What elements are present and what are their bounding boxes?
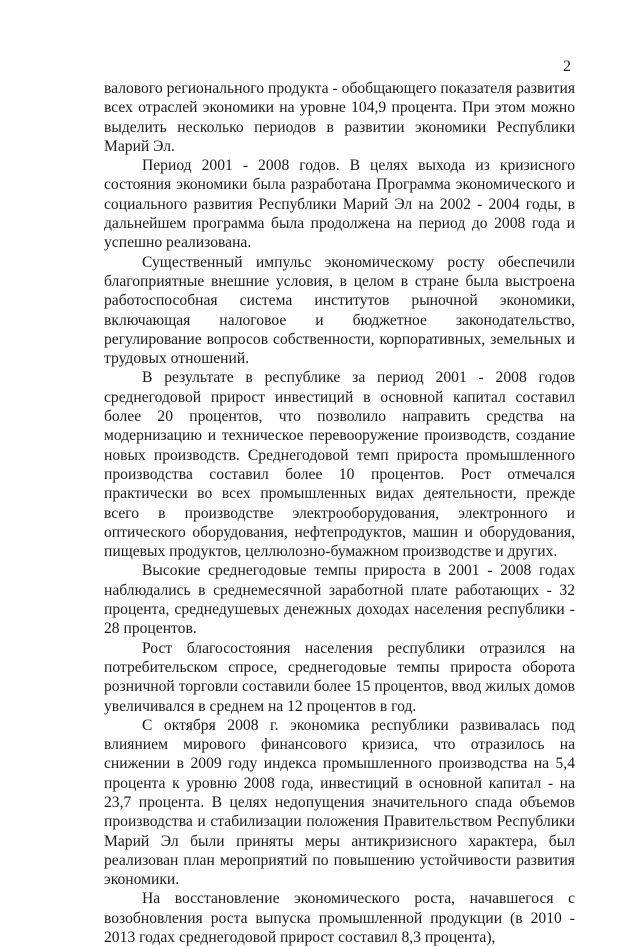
paragraph-recovery: На восстановление экономического роста, начавшегося с возобновления роста выпуска промышленной продукции (в 2010 - 2013 годах среднегодовой прирост составил 8,3 процента),: [104, 890, 575, 947]
paragraph-wage-growth: Высокие среднегодовые темпы прироста в 2001 - 2008 годах наблюдались в среднемесячной заработной плате работающих - 32 процента, среднедушевых денежных доходах населения республики - 28 процентов.: [104, 562, 575, 638]
paragraph-consumer-demand: Рост благосостояния населения республики отразился на потребительском спросе, среднегодовые темпы прироста оборота розничной торговли составили более 15 процентов, ввод жилых домов увеличивался в среднем на 12 процентов в год.: [104, 639, 575, 715]
paragraph-period-2001-2008: Период 2001 - 2008 годов. В целях выхода из кризисного состояния экономики была разработана Программа экономического и социального развития Республики Марий Эл на 2002 - 2004 годы, в дальнейшем программа была продолжена на период до 2008 года и успешно реализована.: [104, 157, 575, 252]
paragraph-financial-crisis: С октября 2008 г. экономика республики развивалась под влиянием мирового финансового кризиса, что отразилось на снижении в 2009 году индекса промышленного производства на 5,4 процента к уровню 2008 года, инвестиций в основной капитал - на 23,7 процента. В целях недопущения значительного спада объемов производства и стабилизации положения Правительством Республики Марий Эл были приняты меры антикризисного характера, был реализован план мероприятий по повышению устойчивости развития экономики.: [104, 716, 575, 889]
paragraph-continuation: валового регионального продукта - обобщающего показателя развития всех отраслей экономики на уровне 104,9 процента. При этом можно выделить несколько периодов в развитии экономики Республики Марий Эл.: [104, 80, 575, 155]
paragraph-external-conditions: Существенный импульс экономическому росту обеспечили благоприятные внешние условия, в целом в стране была выстроена работоспособная система институтов рыночной экономики, включающая налоговое и бюджетное законодательство, регулирование вопросов собственности, корпоративных, земельных и трудовых отношений.: [104, 253, 575, 368]
paragraph-investment-results: В результате в республике за период 2001 - 2008 годов среднегодовой прирост инвестиций в основной капитал составил более 20 процентов, что позволило направить средства на модернизацию и техническое перевооружение производств, создание новых производств. Среднегодовой темп прироста промышленного производства составил более 10 процентов. Рост отмечался практически во всех промышленных видах деятельности, прежде всего в производстве электрооборудования, электронного и оптического оборудования, нефтепродуктов, машин и оборудования, пищевых продуктов, целлюлозно-бумажном производстве и других.: [104, 369, 575, 561]
document-body: [104, 79, 575, 947]
page-number: 2: [563, 58, 571, 75]
